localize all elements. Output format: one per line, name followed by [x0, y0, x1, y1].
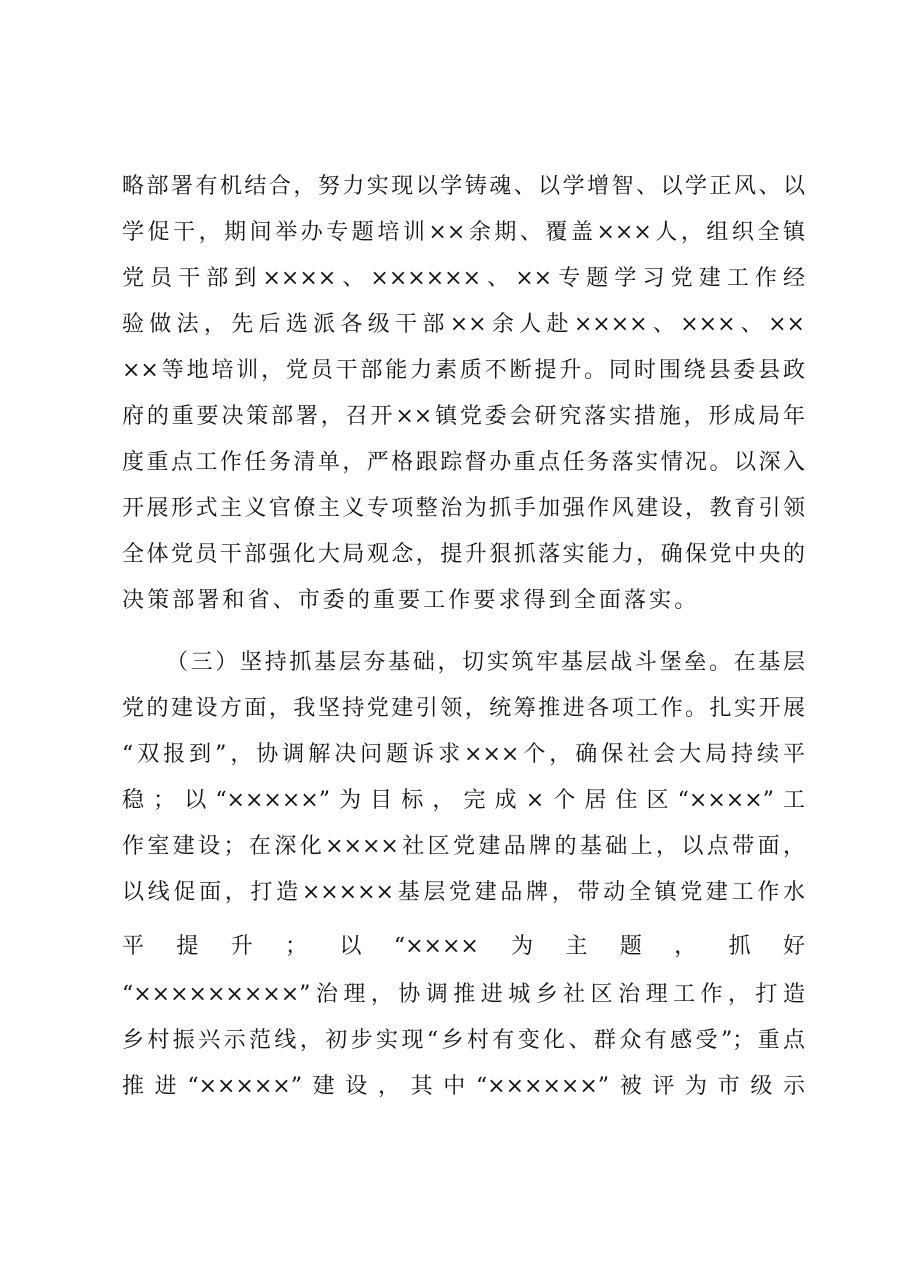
paragraph-line: ××等地培训，党员干部能力素质不断提升。同时围绕县委县政	[122, 358, 805, 383]
paragraph-line: 全体党员干部强化大局观念，提升狠抓落实能力，确保党中央的	[122, 542, 805, 567]
paragraph-line: 度重点工作任务清单，严格跟踪督办重点任务落实情况。以深入	[122, 450, 805, 475]
paragraph-line: 府的重要决策部署，召开××镇党委会研究落实措施，形成局年	[122, 404, 805, 429]
paragraph-line: 作室建设；在深化××××社区党建品牌的基础上，以点带面，	[122, 834, 805, 859]
section-heading-line: （三）坚持抓基层夯基础，切实筑牢基层战斗堡垒。在基层	[166, 650, 805, 675]
paragraph-line: “×××××××××”治理，协调推进城乡社区治理工作，打造	[122, 982, 805, 1007]
paragraph-line: 党员干部到××××、××××××、××专题学习党建工作经	[122, 266, 805, 291]
paragraph-line: 平提升；以“××××为主题，抓好	[122, 934, 805, 959]
paragraph-line: 乡村振兴示范线，初步实现“乡村有变化、群众有感受”；重点	[122, 1028, 805, 1053]
paragraph-line: 验做法，先后选派各级干部××余人赴××××、×××、××	[122, 312, 805, 337]
paragraph-line: 学促干，期间举办专题培训××余期、覆盖×××人，组织全镇	[122, 220, 805, 245]
paragraph-line: 稳；以“×××××”为目标，完成×个居住区“××××”工	[122, 788, 805, 813]
paragraph-line: 决策部署和省、市委的重要工作要求得到全面落实。	[122, 588, 700, 613]
paragraph-line: “双报到”，协调解决问题诉求×××个，确保社会大局持续平	[122, 742, 805, 767]
paragraph-line: 开展形式主义官僚主义专项整治为抓手加强作风建设，教育引领	[122, 496, 805, 521]
paragraph-line: 以线促面，打造×××××基层党建品牌，带动全镇党建工作水	[122, 880, 805, 905]
paragraph-line: 推进“×××××”建设，其中“××××××”被评为市级示	[122, 1074, 805, 1099]
paragraph-line: 略部署有机结合，努力实现以学铸魂、以学增智、以学正风、以	[122, 174, 805, 199]
paragraph-line: 党的建设方面，我坚持党建引领，统筹推进各项工作。扎实开展	[122, 696, 805, 721]
